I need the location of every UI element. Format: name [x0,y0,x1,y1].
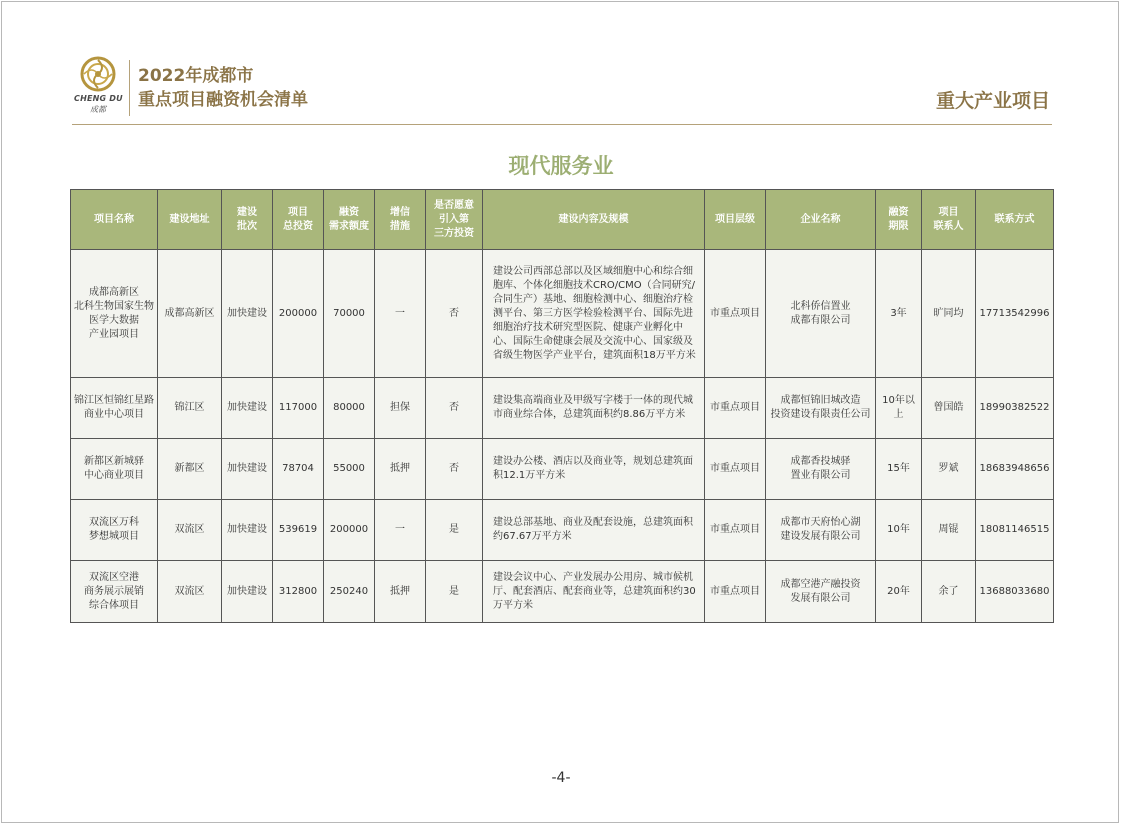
page-number: -4- [551,770,571,786]
table-row [71,378,1054,439]
credit-cell: 抵押 [375,439,426,500]
company-cell: 成都市天府怡心湖 建设发展有限公司 [766,500,876,561]
project-name-cell: 双流区空港 商务展示展销 综合体项目 [71,561,158,623]
third-party-cell: 否 [426,439,483,500]
logo-subtext: 成都 [90,105,106,114]
third-party-cell: 否 [426,250,483,378]
logo-text: CHENG DU [74,94,123,103]
sun-bird-logo-icon [80,56,116,92]
project-name-cell: 新都区新城驿 中心商业项目 [71,439,158,500]
batch-cell: 加快建设 [222,439,273,500]
address-cell: 锦江区 [158,378,222,439]
financing-cell: 55000 [324,439,375,500]
third-party-cell: 是 [426,500,483,561]
table-row [71,250,1054,378]
address-cell: 双流区 [158,500,222,561]
column-header: 融资 期限 [876,190,922,250]
third-party-cell: 是 [426,561,483,623]
table-row [71,500,1054,561]
financing-cell: 250240 [324,561,375,623]
term-cell: 10年以上 [876,378,922,439]
financing-cell: 70000 [324,250,375,378]
credit-cell: 抵押 [375,561,426,623]
company-cell: 成都香投城驿 置业有限公司 [766,439,876,500]
logo-divider [129,60,130,116]
company-cell: 北科侨信置业 成都有限公司 [766,250,876,378]
batch-cell: 加快建设 [222,378,273,439]
column-header: 项目 总投资 [273,190,324,250]
chengdu-logo [74,56,122,120]
section-title: 重大产业项目 [935,90,1050,112]
content-cell: 建设会议中心、产业发展办公用房、城市候机厅、配套酒店、配套商业等，总建筑面积约30万平方米 [483,561,705,623]
table-body [71,250,1054,623]
credit-cell: 一 [375,250,426,378]
investment-cell: 78704 [273,439,324,500]
address-cell: 新都区 [158,439,222,500]
batch-cell: 加快建设 [222,561,273,623]
column-header: 融资 需求额度 [324,190,375,250]
phone-cell: 18990382522 [976,378,1054,439]
report-title-line2: 重点项目融资机会清单 [138,90,308,110]
contact-cell: 曾国皓 [922,378,976,439]
financing-cell: 200000 [324,500,375,561]
contact-cell: 罗斌 [922,439,976,500]
column-header: 企业名称 [766,190,876,250]
column-header: 建设内容及规模 [483,190,705,250]
content-cell: 建设总部基地、商业及配套设施，总建筑面积约67.67万平方米 [483,500,705,561]
company-cell: 成都空港产融投资 发展有限公司 [766,561,876,623]
category-title: 现代服务业 [508,154,614,178]
term-cell: 15年 [876,439,922,500]
phone-cell: 13688033680 [976,561,1054,623]
investment-cell: 117000 [273,378,324,439]
column-header: 联系方式 [976,190,1054,250]
address-cell: 双流区 [158,561,222,623]
project-name-cell: 锦江区恒锦红星路 商业中心项目 [71,378,158,439]
project-name-cell: 双流区万科 梦想城项目 [71,500,158,561]
column-header: 项目 联系人 [922,190,976,250]
term-cell: 3年 [876,250,922,378]
term-cell: 10年 [876,500,922,561]
phone-cell: 18683948656 [976,439,1054,500]
header-rule [72,124,1052,125]
phone-cell: 18081146515 [976,500,1054,561]
report-title-line1: 2022年成都市 [138,66,254,86]
report-title [138,64,308,112]
batch-cell: 加快建设 [222,250,273,378]
project-name-cell: 成都高新区 北科生物国家生物 医学大数据 产业园项目 [71,250,158,378]
credit-cell: 担保 [375,378,426,439]
level-cell: 市重点项目 [705,561,766,623]
credit-cell: 一 [375,500,426,561]
column-header: 建设地址 [158,190,222,250]
contact-cell: 旷同均 [922,250,976,378]
batch-cell: 加快建设 [222,500,273,561]
investment-cell: 200000 [273,250,324,378]
content-cell: 建设办公楼、酒店以及商业等，规划总建筑面积12.1万平方米 [483,439,705,500]
financing-cell: 80000 [324,378,375,439]
column-header: 建设 批次 [222,190,273,250]
column-header: 增信 措施 [375,190,426,250]
level-cell: 市重点项目 [705,439,766,500]
content-cell: 建设集高端商业及甲级写字楼于一体的现代城市商业综合体，总建筑面积约8.86万平方米 [483,378,705,439]
table-header-row [71,190,1054,250]
contact-cell: 余了 [922,561,976,623]
address-cell: 成都高新区 [158,250,222,378]
content-cell: 建设公司西部总部以及区域细胞中心和综合细胞库、个体化细胞技术CRO/CMO（合同研究/合同生产）基地、细胞检测中心、细胞治疗检测平台、第三方医学检验检测平台、国际先进细胞治疗技术研究型医院、健康产业孵化中心、国际生命健康会展及交流中心、国家级及省级生物医学产业平台，建筑面积18万平方米 [483,250,705,378]
third-party-cell: 否 [426,378,483,439]
column-header: 是否愿意 引入第 三方投资 [426,190,483,250]
table-row [71,439,1054,500]
level-cell: 市重点项目 [705,250,766,378]
investment-cell: 539619 [273,500,324,561]
table-row [71,561,1054,623]
contact-cell: 周锟 [922,500,976,561]
level-cell: 市重点项目 [705,500,766,561]
level-cell: 市重点项目 [705,378,766,439]
term-cell: 20年 [876,561,922,623]
company-cell: 成都恒锦旧城改造 投资建设有限责任公司 [766,378,876,439]
column-header: 项目层级 [705,190,766,250]
phone-cell: 17713542996 [976,250,1054,378]
projects-table [70,189,1054,623]
column-header: 项目名称 [71,190,158,250]
investment-cell: 312800 [273,561,324,623]
